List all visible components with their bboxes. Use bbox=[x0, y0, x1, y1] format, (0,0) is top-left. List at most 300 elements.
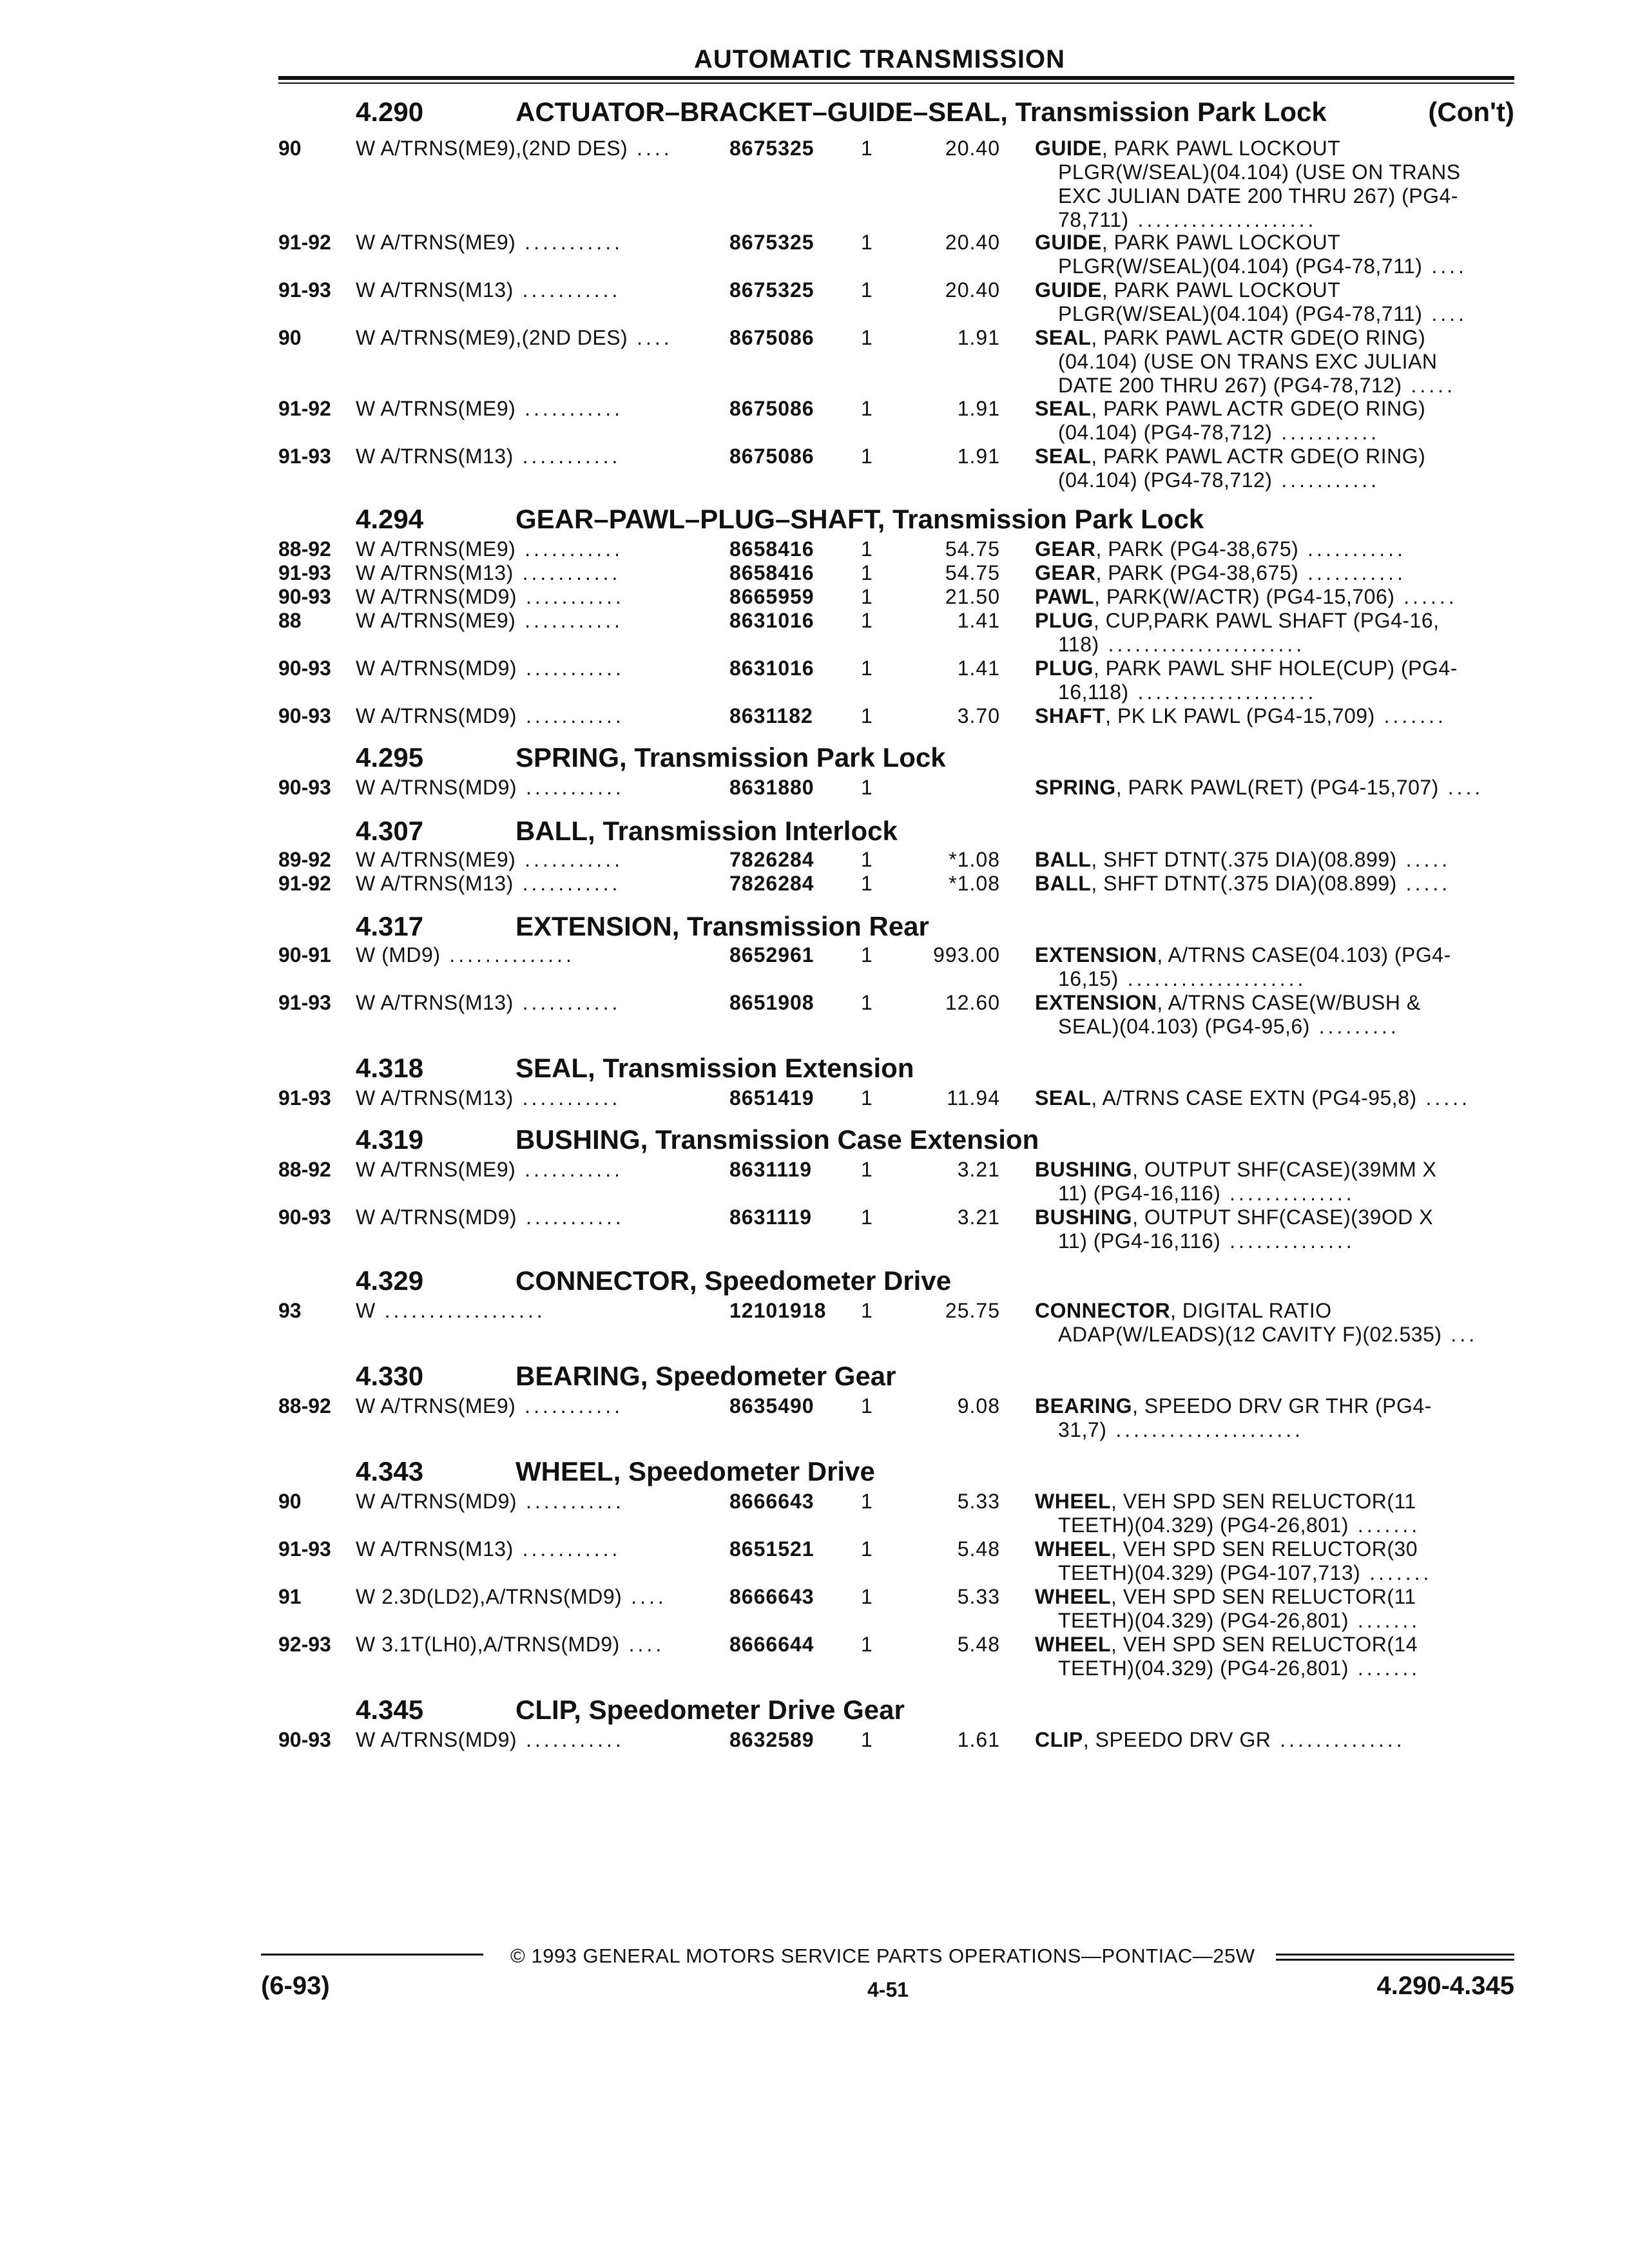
description-line bbox=[1035, 1086, 1512, 1110]
description-noun: CLIP bbox=[1035, 1728, 1083, 1751]
description-noun: WHEEL bbox=[1035, 1537, 1112, 1561]
part-number: 8631880 bbox=[729, 776, 815, 799]
leader-dots: ........... bbox=[1272, 421, 1380, 444]
section-noun: SEAL bbox=[516, 1053, 588, 1083]
description-text: PLGR(W/SEAL)(04.104) (PG4-78,711) bbox=[1058, 302, 1423, 325]
price: 1.41 bbox=[957, 657, 1000, 680]
description-text: , SHFT DTNT(.375 DIA)(08.899) bbox=[1091, 872, 1397, 895]
application-text: W A/TRNS(ME9) bbox=[356, 231, 516, 254]
description-noun: PAWL bbox=[1035, 585, 1095, 608]
footer-rule-right-2 bbox=[1276, 1959, 1514, 1961]
part-description bbox=[1035, 1206, 1512, 1253]
application bbox=[356, 1299, 704, 1323]
model-year: 91-92 bbox=[278, 397, 331, 420]
description-text: , OUTPUT SHF(CASE)(39OD X bbox=[1132, 1206, 1434, 1229]
quantity: 1 bbox=[861, 278, 872, 302]
description-line bbox=[1035, 208, 1512, 232]
application-text: W A/TRNS(MD9) bbox=[356, 776, 517, 799]
application bbox=[356, 1394, 704, 1418]
application bbox=[356, 1537, 704, 1561]
model-year: 91-93 bbox=[278, 1537, 331, 1561]
description-text: , PARK (PG4-38,675) bbox=[1095, 537, 1299, 561]
description-text: , PARK (PG4-38,675) bbox=[1095, 561, 1299, 584]
description-line bbox=[1035, 374, 1512, 398]
section-number: 4.290 bbox=[356, 97, 424, 127]
section-number: 4.307 bbox=[356, 816, 424, 846]
model-year: 91-93 bbox=[278, 561, 331, 584]
price: 5.48 bbox=[957, 1633, 1000, 1656]
application bbox=[356, 1158, 704, 1182]
price: *1.08 bbox=[949, 848, 1000, 871]
application-text: W A/TRNS(M13) bbox=[356, 445, 514, 468]
section-noun: WHEEL bbox=[516, 1456, 613, 1486]
price: 21.50 bbox=[945, 585, 1000, 608]
section-name bbox=[516, 741, 946, 774]
part-description bbox=[1035, 943, 1512, 991]
price: 20.40 bbox=[945, 137, 1000, 160]
application-text: W A/TRNS(MD9) bbox=[356, 585, 517, 608]
description-text: , PARK PAWL LOCKOUT bbox=[1101, 278, 1341, 302]
model-year: 90-93 bbox=[278, 776, 331, 799]
description-line bbox=[1035, 1206, 1512, 1229]
application-text: W A/TRNS(ME9),(2ND DES) bbox=[356, 137, 628, 160]
leader-dots: .............. bbox=[1220, 1229, 1355, 1253]
section-noun: CONNECTOR bbox=[516, 1265, 689, 1296]
model-year: 90-93 bbox=[278, 585, 331, 608]
description-text: (04.104) (USE ON TRANS EXC JULIAN bbox=[1058, 350, 1438, 373]
price: *1.08 bbox=[949, 872, 1000, 895]
price: 3.21 bbox=[957, 1158, 1000, 1181]
quantity: 1 bbox=[861, 1585, 872, 1608]
description-line bbox=[1035, 657, 1512, 680]
quantity: 1 bbox=[861, 537, 872, 561]
leader-dots: ........... bbox=[513, 872, 621, 895]
description-text: , VEH SPD SEN RELUCTOR(11 bbox=[1111, 1490, 1416, 1513]
price: 1.91 bbox=[957, 445, 1000, 468]
application bbox=[356, 991, 704, 1015]
description-text: , PARK PAWL LOCKOUT bbox=[1101, 231, 1341, 254]
description-text: , SHFT DTNT(.375 DIA)(08.899) bbox=[1091, 848, 1397, 871]
leader-dots: ......... bbox=[1309, 1015, 1400, 1038]
description-text: 11) (PG4-16,116) bbox=[1058, 1182, 1221, 1205]
header-rule bbox=[278, 76, 1514, 80]
part-description bbox=[1035, 1633, 1512, 1680]
quantity: 1 bbox=[861, 1206, 872, 1229]
application-text: W A/TRNS(MD9) bbox=[356, 1490, 517, 1513]
description-noun: GUIDE bbox=[1035, 231, 1102, 254]
section-number: 4.343 bbox=[356, 1456, 424, 1486]
description-text: 31,7) bbox=[1058, 1418, 1107, 1441]
section-heading bbox=[0, 741, 1514, 774]
description-line bbox=[1035, 1323, 1512, 1347]
footer-rule-left bbox=[261, 1954, 483, 1956]
description-line bbox=[1035, 184, 1512, 208]
quantity: 1 bbox=[861, 445, 872, 468]
section-description: , Transmission Case Extension bbox=[640, 1124, 1039, 1155]
description-line bbox=[1035, 776, 1512, 800]
section-noun: BALL bbox=[516, 816, 588, 846]
description-noun: SHAFT bbox=[1035, 704, 1106, 727]
section-number: 4.294 bbox=[356, 504, 424, 534]
price: 1.61 bbox=[957, 1728, 1000, 1751]
section-description: , Transmission Park Lock bbox=[877, 504, 1204, 534]
price: 20.40 bbox=[945, 278, 1000, 302]
model-year: 90-93 bbox=[278, 704, 331, 727]
price: 1.91 bbox=[957, 397, 1000, 420]
quantity: 1 bbox=[861, 657, 872, 680]
price: 11.94 bbox=[947, 1086, 1000, 1110]
quantity: 1 bbox=[861, 1728, 872, 1751]
model-year: 91-92 bbox=[278, 872, 331, 895]
description-line bbox=[1035, 445, 1512, 468]
part-number: 8651521 bbox=[729, 1537, 815, 1561]
description-noun: EXTENSION bbox=[1035, 991, 1157, 1014]
description-line bbox=[1035, 561, 1512, 585]
part-number: 8631119 bbox=[729, 1206, 813, 1229]
section-noun: CLIP bbox=[516, 1695, 574, 1725]
application-text: W A/TRNS(ME9) bbox=[356, 537, 516, 561]
leader-dots: .................... bbox=[1118, 967, 1307, 990]
description-line bbox=[1035, 1299, 1512, 1323]
description-line bbox=[1035, 1657, 1512, 1680]
description-text: , PARK PAWL ACTR GDE(O RING) bbox=[1091, 397, 1426, 420]
description-line bbox=[1035, 1585, 1512, 1609]
quantity: 1 bbox=[861, 943, 872, 966]
quantity: 1 bbox=[861, 137, 872, 160]
model-year: 90 bbox=[278, 326, 302, 349]
leader-dots: ........... bbox=[517, 1490, 624, 1513]
description-text: DATE 200 THRU 267) (PG4-78,712) bbox=[1058, 374, 1402, 397]
part-number: 8658416 bbox=[729, 561, 815, 584]
price: 993.00 bbox=[933, 943, 1000, 966]
description-text: 16,15) bbox=[1058, 967, 1119, 990]
leader-dots: .................. bbox=[375, 1299, 546, 1322]
quantity: 1 bbox=[861, 872, 872, 895]
leader-dots: .... bbox=[622, 1585, 667, 1608]
description-text: , PARK PAWL LOCKOUT bbox=[1101, 137, 1341, 160]
section-description: , Transmission Extension bbox=[588, 1053, 914, 1083]
leader-dots: ........... bbox=[517, 704, 624, 727]
model-year: 91 bbox=[278, 1585, 302, 1608]
part-description bbox=[1035, 326, 1512, 398]
leader-dots: ........... bbox=[1272, 468, 1380, 492]
model-year: 90-93 bbox=[278, 1206, 331, 1229]
leader-dots: ...................... bbox=[1099, 633, 1306, 656]
description-line bbox=[1035, 255, 1512, 278]
part-description bbox=[1035, 991, 1512, 1039]
description-noun: GEAR bbox=[1035, 561, 1096, 584]
model-year: 89-92 bbox=[278, 848, 331, 871]
leader-dots: ....... bbox=[1349, 1657, 1421, 1680]
description-line bbox=[1035, 1394, 1512, 1418]
part-description bbox=[1035, 445, 1512, 492]
application-text: W bbox=[356, 1299, 376, 1322]
description-noun: PLUG bbox=[1035, 657, 1094, 680]
price: 1.91 bbox=[957, 326, 1000, 349]
application-text: W A/TRNS(M13) bbox=[356, 278, 514, 302]
part-number: 8675086 bbox=[729, 397, 815, 420]
section-heading bbox=[0, 814, 1514, 848]
description-noun: SEAL bbox=[1035, 326, 1092, 349]
quantity: 1 bbox=[861, 561, 872, 584]
application bbox=[356, 872, 704, 896]
part-description bbox=[1035, 1728, 1512, 1752]
leader-dots: .................... bbox=[1128, 680, 1317, 704]
section-heading bbox=[0, 1360, 1514, 1393]
part-number: 8665959 bbox=[729, 585, 815, 608]
leader-dots: ..... bbox=[1396, 872, 1451, 895]
description-line bbox=[1035, 943, 1512, 967]
description-line bbox=[1035, 160, 1512, 184]
section-heading bbox=[0, 1693, 1514, 1727]
application-text: W A/TRNS(MD9) bbox=[356, 1206, 517, 1229]
description-line bbox=[1035, 1561, 1512, 1585]
application bbox=[356, 704, 704, 728]
section-heading bbox=[0, 1455, 1514, 1488]
footer-section-range: 4.290-4.345 bbox=[1376, 1972, 1514, 2000]
leader-dots: ........... bbox=[516, 231, 623, 254]
application-text: W A/TRNS(ME9) bbox=[356, 848, 516, 871]
description-line bbox=[1035, 1182, 1512, 1206]
description-line bbox=[1035, 278, 1512, 302]
leader-dots: ........... bbox=[517, 1206, 624, 1229]
leader-dots: ....... bbox=[1374, 704, 1447, 727]
application bbox=[356, 1585, 704, 1609]
application-text: W A/TRNS(M13) bbox=[356, 1086, 514, 1110]
model-year: 90-91 bbox=[278, 943, 331, 966]
model-year: 90 bbox=[278, 137, 302, 160]
leader-dots: ........... bbox=[513, 991, 621, 1014]
part-description bbox=[1035, 397, 1512, 445]
application bbox=[356, 1086, 704, 1110]
description-noun: WHEEL bbox=[1035, 1490, 1112, 1513]
application-text: W 2.3D(LD2),A/TRNS(MD9) bbox=[356, 1585, 622, 1608]
model-year: 91-93 bbox=[278, 991, 331, 1014]
model-year: 92-93 bbox=[278, 1633, 331, 1656]
quantity: 1 bbox=[861, 1490, 872, 1513]
application-text: W A/TRNS(ME9) bbox=[356, 1158, 516, 1181]
leader-dots: ........... bbox=[517, 657, 624, 680]
model-year: 88 bbox=[278, 609, 302, 632]
part-number: 8675325 bbox=[729, 231, 815, 254]
description-line bbox=[1035, 872, 1512, 896]
footer-page-number: 4-51 bbox=[867, 1978, 909, 2001]
quantity: 1 bbox=[861, 326, 872, 349]
description-noun: SPRING bbox=[1035, 776, 1116, 799]
description-noun: BALL bbox=[1035, 872, 1092, 895]
application-text: W A/TRNS(M13) bbox=[356, 872, 514, 895]
description-line bbox=[1035, 137, 1512, 160]
description-line bbox=[1035, 468, 1512, 492]
part-description bbox=[1035, 872, 1512, 896]
leader-dots: .... bbox=[1422, 302, 1467, 325]
section-heading bbox=[0, 1052, 1514, 1085]
section-name bbox=[516, 95, 1327, 129]
part-description bbox=[1035, 657, 1512, 704]
description-noun: BUSHING bbox=[1035, 1158, 1133, 1181]
section-number: 4.317 bbox=[356, 911, 424, 941]
price: 5.33 bbox=[957, 1585, 1000, 1608]
description-text: , A/TRNS CASE EXTN (PG4-95,8) bbox=[1091, 1086, 1417, 1110]
leader-dots: ........... bbox=[516, 1158, 623, 1181]
description-text: 78,711) bbox=[1058, 208, 1129, 231]
leader-dots: ..... bbox=[1402, 374, 1456, 397]
description-noun: EXTENSION bbox=[1035, 943, 1157, 966]
part-description bbox=[1035, 1537, 1512, 1585]
application-text: W (MD9) bbox=[356, 943, 441, 966]
description-text: 118) bbox=[1058, 633, 1099, 656]
leader-dots: .... bbox=[628, 326, 673, 349]
part-number: 8675086 bbox=[729, 445, 815, 468]
description-text: TEETH)(04.329) (PG4-26,801) bbox=[1058, 1657, 1349, 1680]
description-text: (04.104) (PG4-78,712) bbox=[1058, 468, 1273, 492]
model-year: 90-93 bbox=[278, 1728, 331, 1751]
price: 9.08 bbox=[957, 1394, 1000, 1418]
section-heading bbox=[0, 1123, 1514, 1157]
part-number: 8675325 bbox=[729, 137, 815, 160]
model-year: 90-93 bbox=[278, 657, 331, 680]
header-rule-thin bbox=[278, 82, 1514, 84]
footer-date: (6-93) bbox=[261, 1972, 330, 2000]
part-number: 8666643 bbox=[729, 1585, 815, 1608]
model-year: 91-92 bbox=[278, 231, 331, 254]
leader-dots: ... bbox=[1441, 1323, 1478, 1346]
section-noun: BEARING bbox=[516, 1361, 641, 1391]
description-noun: SEAL bbox=[1035, 397, 1092, 420]
application-text: W 3.1T(LH0),A/TRNS(MD9) bbox=[356, 1633, 620, 1656]
section-name bbox=[516, 1123, 1039, 1157]
part-number: 8635490 bbox=[729, 1394, 815, 1418]
quantity: 1 bbox=[861, 1633, 872, 1656]
description-line bbox=[1035, 704, 1512, 728]
description-noun: SEAL bbox=[1035, 1086, 1092, 1110]
model-year: 88-92 bbox=[278, 1158, 331, 1181]
application-text: W A/TRNS(MD9) bbox=[356, 657, 517, 680]
description-text: (04.104) (PG4-78,712) bbox=[1058, 421, 1273, 444]
leader-dots: ..... bbox=[1396, 848, 1451, 871]
description-line bbox=[1035, 1728, 1512, 1752]
description-line bbox=[1035, 1633, 1512, 1657]
application bbox=[356, 848, 704, 872]
description-line bbox=[1035, 1418, 1512, 1442]
model-year: 90 bbox=[278, 1490, 302, 1513]
leader-dots: ........... bbox=[513, 278, 621, 302]
leader-dots: ..................... bbox=[1106, 1418, 1304, 1441]
leader-dots: ...... bbox=[1394, 585, 1458, 608]
description-text: , PARK PAWL(RET) (PG4-15,707) bbox=[1115, 776, 1439, 799]
application-text: W A/TRNS(MD9) bbox=[356, 704, 517, 727]
part-number: 8658416 bbox=[729, 537, 815, 561]
part-description bbox=[1035, 1158, 1512, 1206]
price: 5.33 bbox=[957, 1490, 1000, 1513]
section-name bbox=[516, 1455, 875, 1488]
description-text: , PARK PAWL SHF HOLE(CUP) (PG4- bbox=[1093, 657, 1458, 680]
leader-dots: .................... bbox=[1128, 208, 1317, 231]
description-noun: BEARING bbox=[1035, 1394, 1133, 1418]
description-line bbox=[1035, 609, 1512, 633]
leader-dots: .............. bbox=[440, 943, 575, 966]
section-noun: ACTUATOR–BRACKET–GUIDE–SEAL bbox=[516, 97, 1001, 127]
application bbox=[356, 561, 704, 585]
description-text: ADAP(W/LEADS)(12 CAVITY F)(02.535) bbox=[1058, 1323, 1442, 1346]
section-noun: EXTENSION bbox=[516, 911, 672, 941]
application bbox=[356, 137, 704, 160]
part-description bbox=[1035, 1394, 1512, 1442]
description-line bbox=[1035, 1490, 1512, 1514]
price: 54.75 bbox=[945, 537, 1000, 561]
section-name bbox=[516, 1693, 905, 1727]
section-name bbox=[516, 910, 929, 943]
quantity: 1 bbox=[861, 991, 872, 1014]
part-description bbox=[1035, 231, 1512, 278]
application-text: W A/TRNS(ME9) bbox=[356, 397, 516, 420]
section-description: , Speedometer Drive bbox=[613, 1456, 875, 1486]
section-name bbox=[516, 1264, 951, 1298]
part-description bbox=[1035, 1299, 1512, 1347]
description-text: , OUTPUT SHF(CASE)(39MM X bbox=[1132, 1158, 1437, 1181]
model-year: 91-93 bbox=[278, 1086, 331, 1110]
leader-dots: ........... bbox=[1298, 537, 1406, 561]
description-noun: BALL bbox=[1035, 848, 1092, 871]
description-text: , SPEEDO DRV GR THR (PG4- bbox=[1132, 1394, 1432, 1418]
application-text: W A/TRNS(ME9) bbox=[356, 609, 516, 632]
part-number: 8632589 bbox=[729, 1728, 815, 1751]
part-number: 8666643 bbox=[729, 1490, 815, 1513]
leader-dots: .............. bbox=[1271, 1728, 1405, 1751]
application bbox=[356, 776, 704, 800]
application bbox=[356, 1490, 704, 1514]
section-heading bbox=[0, 1264, 1514, 1298]
section-name bbox=[516, 814, 898, 848]
section-noun: SPRING bbox=[516, 742, 620, 773]
part-description bbox=[1035, 704, 1512, 728]
model-year: 93 bbox=[278, 1299, 302, 1322]
section-noun: GEAR–PAWL–PLUG–SHAFT bbox=[516, 504, 878, 534]
description-noun: WHEEL bbox=[1035, 1585, 1112, 1608]
quantity: 1 bbox=[861, 1299, 872, 1322]
description-line bbox=[1035, 1229, 1512, 1253]
section-name bbox=[516, 503, 1204, 536]
quantity: 1 bbox=[861, 704, 872, 727]
part-number: 8631016 bbox=[729, 657, 815, 680]
model-year: 91-93 bbox=[278, 445, 331, 468]
description-line bbox=[1035, 1158, 1512, 1182]
leader-dots: .... bbox=[619, 1633, 665, 1656]
part-number: 8666644 bbox=[729, 1633, 815, 1656]
description-text: , PARK PAWL ACTR GDE(O RING) bbox=[1091, 326, 1426, 349]
part-description bbox=[1035, 1086, 1512, 1110]
continued-label: (Con't) bbox=[1428, 97, 1514, 127]
part-description bbox=[1035, 561, 1512, 585]
section-name bbox=[516, 1360, 896, 1393]
quantity: 1 bbox=[861, 848, 872, 871]
description-text: 11) (PG4-16,116) bbox=[1058, 1229, 1221, 1253]
leader-dots: ........... bbox=[516, 397, 623, 420]
section-description: , Speedometer Gear bbox=[640, 1361, 896, 1391]
part-number: 7826284 bbox=[729, 848, 815, 871]
part-number: 8651419 bbox=[729, 1086, 815, 1110]
leader-dots: ........... bbox=[517, 1728, 624, 1751]
description-text: , CUP,PARK PAWL SHAFT (PG4-16, bbox=[1093, 609, 1440, 632]
part-description bbox=[1035, 776, 1512, 800]
description-noun: PLUG bbox=[1035, 609, 1094, 632]
description-noun: GUIDE bbox=[1035, 278, 1102, 302]
leader-dots: ........... bbox=[517, 776, 624, 799]
part-description bbox=[1035, 609, 1512, 657]
section-number: 4.295 bbox=[356, 742, 424, 773]
description-line bbox=[1035, 848, 1512, 872]
description-text: , PARK(W/ACTR) (PG4-15,706) bbox=[1094, 585, 1395, 608]
